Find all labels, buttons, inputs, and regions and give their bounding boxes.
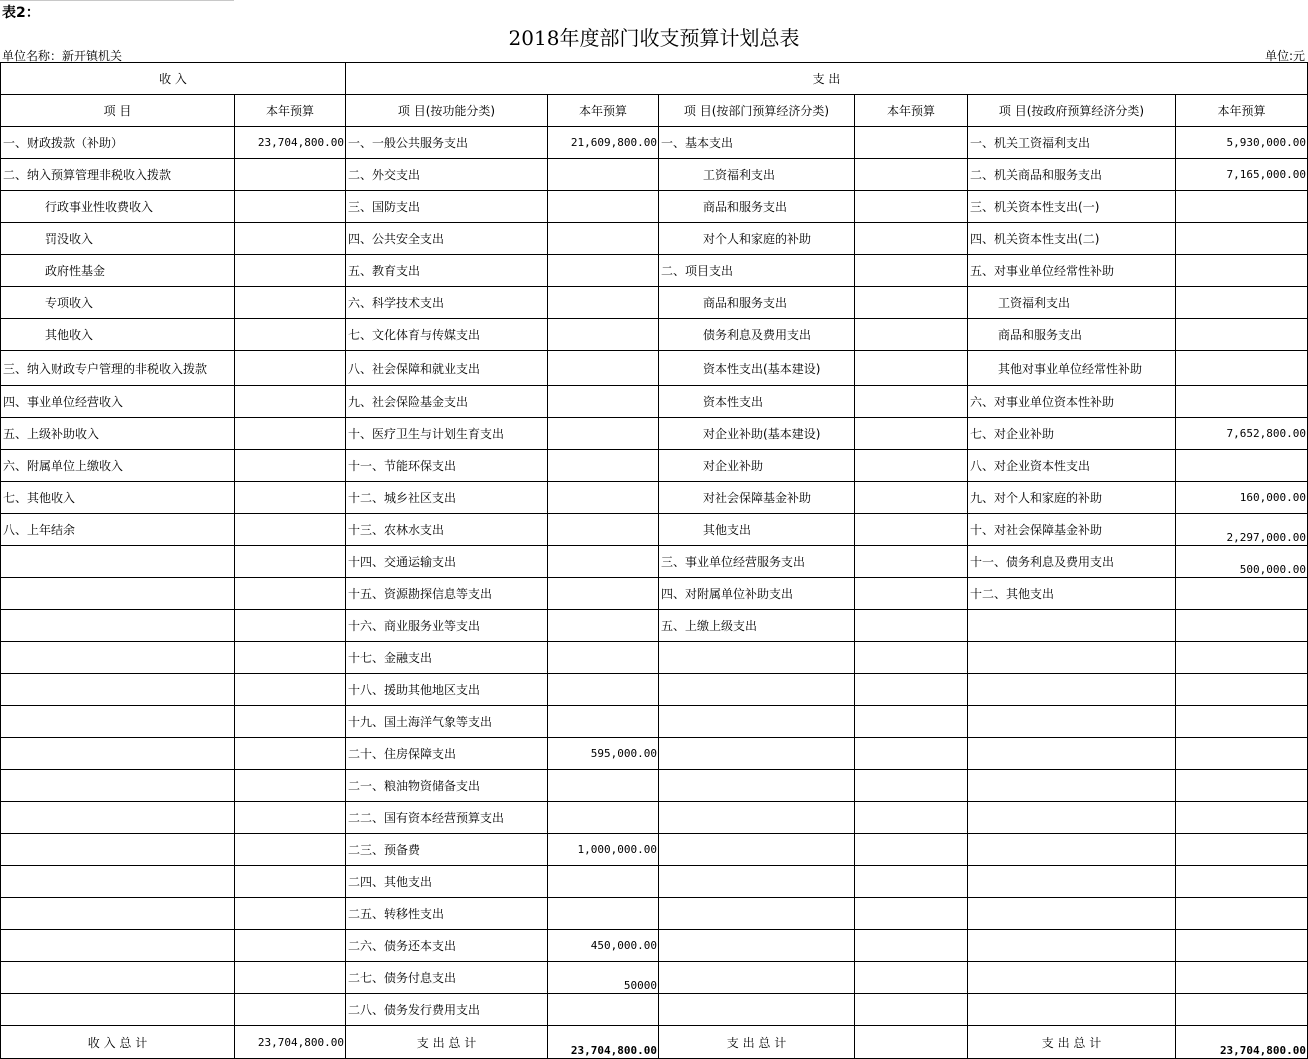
func-item: 十八、援助其他地区支出 [346, 674, 548, 706]
income-value [235, 802, 346, 834]
dept-value [855, 127, 968, 159]
income-header: 收 入 [1, 63, 346, 95]
gov-value [1176, 191, 1308, 223]
dept-item [659, 898, 855, 930]
income-value [235, 866, 346, 898]
dept-item: 一、基本支出 [659, 127, 855, 159]
gov-item: 十一、债务利息及费用支出 [968, 546, 1176, 578]
income-value [235, 319, 346, 351]
dept-item: 对企业补助(基本建设) [659, 418, 855, 450]
gov-value [1176, 738, 1308, 770]
func-item: 十五、资源勘探信息等支出 [346, 578, 548, 610]
table-row [1, 738, 1308, 770]
dept-value [855, 482, 968, 514]
func-item: 二五、转移性支出 [346, 898, 548, 930]
income-item: 政府性基金 [1, 255, 235, 287]
income-item: 四、事业单位经营收入 [1, 386, 235, 418]
gov-value [1176, 930, 1308, 962]
income-item: 七、其他收入 [1, 482, 235, 514]
func-value: 21,609,800.00 [548, 127, 659, 159]
func-item: 二二、国有资本经营预算支出 [346, 802, 548, 834]
income-value [235, 482, 346, 514]
dept-value [855, 255, 968, 287]
func-value [548, 255, 659, 287]
table-row [1, 706, 1308, 738]
dept-item: 商品和服务支出 [659, 287, 855, 319]
col-item: 项 目 [1, 95, 235, 127]
gov-value [1176, 578, 1308, 610]
dept-item [659, 834, 855, 866]
func-item: 十三、农林水支出 [346, 514, 548, 546]
func-item: 二十、住房保障支出 [346, 738, 548, 770]
income-item [1, 642, 235, 674]
gov-value: 7,165,000.00 [1176, 159, 1308, 191]
col-budget: 本年预算 [548, 95, 659, 127]
income-value [235, 578, 346, 610]
dept-value [855, 546, 968, 578]
table-row [1, 930, 1308, 962]
income-value [235, 994, 346, 1026]
gov-item: 九、对个人和家庭的补助 [968, 482, 1176, 514]
dept-value [855, 770, 968, 802]
header-row-2 [1, 95, 1308, 127]
func-value [548, 802, 659, 834]
dept-value [855, 191, 968, 223]
income-total-label: 收 入 总 计 [1, 1026, 235, 1059]
func-item: 四、公共安全支出 [346, 223, 548, 255]
income-value [235, 706, 346, 738]
func-value [548, 159, 659, 191]
gov-value: 2,297,000.00 [1176, 514, 1308, 546]
func-item: 二七、债务付息支出 [346, 962, 548, 994]
func-value [548, 770, 659, 802]
dept-value [855, 159, 968, 191]
gov-value [1176, 287, 1308, 319]
func-value [548, 994, 659, 1026]
dept-item: 资本性支出 [659, 386, 855, 418]
col-func: 项 目(按功能分类) [346, 95, 548, 127]
func-total-label: 支 出 总 计 [346, 1026, 548, 1059]
gov-item: 十二、其他支出 [968, 578, 1176, 610]
dept-value [855, 866, 968, 898]
income-value: 23,704,800.00 [235, 127, 346, 159]
col-budget: 本年预算 [1176, 95, 1308, 127]
table-row [1, 450, 1308, 482]
table-row [1, 610, 1308, 642]
func-value: 1,000,000.00 [548, 834, 659, 866]
gov-item [968, 770, 1176, 802]
dept-value [855, 706, 968, 738]
func-value [548, 450, 659, 482]
dept-value [855, 642, 968, 674]
dept-value [855, 418, 968, 450]
col-dept: 项 目(按部门预算经济分类) [659, 95, 855, 127]
dept-value [855, 351, 968, 386]
gov-item: 十、对社会保障基金补助 [968, 514, 1176, 546]
func-value [548, 706, 659, 738]
dept-total-value [855, 1026, 968, 1059]
income-item [1, 546, 235, 578]
income-value [235, 610, 346, 642]
dept-value [855, 287, 968, 319]
gov-item: 其他对事业单位经常性补助 [968, 351, 1176, 386]
dept-value [855, 578, 968, 610]
header-row-1 [1, 63, 1308, 95]
gov-value [1176, 866, 1308, 898]
func-value [548, 418, 659, 450]
table-row [1, 546, 1308, 578]
income-item [1, 770, 235, 802]
table-row [1, 418, 1308, 450]
gov-value [1176, 386, 1308, 418]
income-item [1, 866, 235, 898]
gov-item: 六、对事业单位资本性补助 [968, 386, 1176, 418]
table-row [1, 802, 1308, 834]
income-item [1, 738, 235, 770]
gov-item: 八、对企业资本性支出 [968, 450, 1176, 482]
col-gov: 项 目(按政府预算经济分类) [968, 95, 1176, 127]
income-item: 三、纳入财政专户管理的非税收入拨款 [1, 351, 235, 386]
dept-item: 商品和服务支出 [659, 191, 855, 223]
gov-item [968, 898, 1176, 930]
gov-item: 工资福利支出 [968, 287, 1176, 319]
table-row [1, 287, 1308, 319]
dept-item: 对企业补助 [659, 450, 855, 482]
func-item: 十七、金融支出 [346, 642, 548, 674]
func-item: 九、社会保险基金支出 [346, 386, 548, 418]
func-item: 二三、预备费 [346, 834, 548, 866]
income-item: 罚没收入 [1, 223, 235, 255]
budget-table [0, 62, 1308, 1059]
dept-value [855, 223, 968, 255]
gov-item: 商品和服务支出 [968, 319, 1176, 351]
table-row [1, 770, 1308, 802]
func-item: 二、外交支出 [346, 159, 548, 191]
gov-value: 500,000.00 [1176, 546, 1308, 578]
gov-value [1176, 962, 1308, 994]
func-item: 五、教育支出 [346, 255, 548, 287]
dept-value [855, 610, 968, 642]
income-value [235, 642, 346, 674]
table-row [1, 351, 1308, 386]
gov-value [1176, 319, 1308, 351]
gov-value [1176, 802, 1308, 834]
dept-item [659, 930, 855, 962]
func-item: 七、文化体育与传媒支出 [346, 319, 548, 351]
table-row [1, 191, 1308, 223]
income-item: 一、财政拨款（补助） [1, 127, 235, 159]
func-value: 50000 [548, 962, 659, 994]
gov-value: 5,930,000.00 [1176, 127, 1308, 159]
gov-item: 四、机关资本性支出(二) [968, 223, 1176, 255]
func-value [548, 642, 659, 674]
income-item: 二、纳入预算管理非税收入拨款 [1, 159, 235, 191]
func-item: 二八、债务发行费用支出 [346, 994, 548, 1026]
dept-total-label: 支 出 总 计 [659, 1026, 855, 1059]
income-item: 其他收入 [1, 319, 235, 351]
gov-item [968, 738, 1176, 770]
income-item [1, 674, 235, 706]
func-value [548, 898, 659, 930]
gov-item [968, 866, 1176, 898]
income-item [1, 962, 235, 994]
func-value [548, 578, 659, 610]
func-item: 十一、节能环保支出 [346, 450, 548, 482]
dept-item: 四、对附属单位补助支出 [659, 578, 855, 610]
dept-item [659, 642, 855, 674]
func-item: 十六、商业服务业等支出 [346, 610, 548, 642]
income-value [235, 514, 346, 546]
func-item: 十、医疗卫生与计划生育支出 [346, 418, 548, 450]
dept-item [659, 674, 855, 706]
gov-value [1176, 706, 1308, 738]
gov-value: 160,000.00 [1176, 482, 1308, 514]
table-row [1, 514, 1308, 546]
table-row [1, 866, 1308, 898]
table-row [1, 319, 1308, 351]
income-value [235, 159, 346, 191]
top-rule [0, 0, 234, 1]
func-item: 一、一般公共服务支出 [346, 127, 548, 159]
col-budget: 本年预算 [235, 95, 346, 127]
func-value [548, 319, 659, 351]
income-value [235, 418, 346, 450]
income-item [1, 930, 235, 962]
gov-item: 七、对企业补助 [968, 418, 1176, 450]
dept-item: 三、事业单位经营服务支出 [659, 546, 855, 578]
table-row [1, 834, 1308, 866]
income-value [235, 191, 346, 223]
table-row [1, 578, 1308, 610]
dept-item [659, 738, 855, 770]
func-item: 十四、交通运输支出 [346, 546, 548, 578]
income-item: 专项收入 [1, 287, 235, 319]
func-value [548, 674, 659, 706]
dept-item [659, 962, 855, 994]
dept-value [855, 319, 968, 351]
income-value [235, 770, 346, 802]
currency-unit: 单位:元 [1264, 49, 1305, 63]
gov-value [1176, 610, 1308, 642]
income-item: 行政事业性收费收入 [1, 191, 235, 223]
income-value [235, 351, 346, 386]
func-item: 二四、其他支出 [346, 866, 548, 898]
func-value [548, 514, 659, 546]
income-item [1, 802, 235, 834]
dept-item [659, 994, 855, 1026]
income-value [235, 738, 346, 770]
dept-value [855, 930, 968, 962]
income-item [1, 994, 235, 1026]
totals-row [1, 1026, 1308, 1059]
table-row [1, 386, 1308, 418]
income-value [235, 674, 346, 706]
income-item: 六、附属单位上缴收入 [1, 450, 235, 482]
gov-item: 一、机关工资福利支出 [968, 127, 1176, 159]
gov-item [968, 930, 1176, 962]
income-value [235, 962, 346, 994]
income-value [235, 386, 346, 418]
func-item: 十九、国土海洋气象等支出 [346, 706, 548, 738]
table-row [1, 674, 1308, 706]
func-value [548, 287, 659, 319]
gov-value [1176, 834, 1308, 866]
func-item: 六、科学技术支出 [346, 287, 548, 319]
gov-value [1176, 770, 1308, 802]
gov-value [1176, 351, 1308, 386]
dept-item [659, 866, 855, 898]
func-total-value: 23,704,800.00 [548, 1026, 659, 1059]
gov-value [1176, 898, 1308, 930]
gov-value [1176, 674, 1308, 706]
table-row [1, 223, 1308, 255]
func-value [548, 223, 659, 255]
income-value [235, 450, 346, 482]
gov-item [968, 962, 1176, 994]
dept-item: 二、项目支出 [659, 255, 855, 287]
dept-item: 资本性支出(基本建设) [659, 351, 855, 386]
dept-value [855, 994, 968, 1026]
gov-item [968, 994, 1176, 1026]
func-value [548, 610, 659, 642]
col-budget: 本年预算 [855, 95, 968, 127]
income-value [235, 223, 346, 255]
dept-item: 对社会保障基金补助 [659, 482, 855, 514]
income-total-value: 23,704,800.00 [235, 1026, 346, 1059]
func-value: 450,000.00 [548, 930, 659, 962]
table-row [1, 898, 1308, 930]
func-value [548, 546, 659, 578]
dept-item: 其他支出 [659, 514, 855, 546]
gov-value [1176, 450, 1308, 482]
gov-item [968, 834, 1176, 866]
table-row [1, 482, 1308, 514]
func-value: 595,000.00 [548, 738, 659, 770]
func-item: 二六、债务还本支出 [346, 930, 548, 962]
dept-value [855, 674, 968, 706]
dept-value [855, 898, 968, 930]
dept-item: 工资福利支出 [659, 159, 855, 191]
table-row [1, 255, 1308, 287]
dept-value [855, 450, 968, 482]
dept-item [659, 706, 855, 738]
func-value [548, 386, 659, 418]
gov-item [968, 802, 1176, 834]
dept-value [855, 514, 968, 546]
income-value [235, 255, 346, 287]
dept-value [855, 802, 968, 834]
dept-item [659, 770, 855, 802]
income-value [235, 834, 346, 866]
gov-total-label: 支 出 总 计 [968, 1026, 1176, 1059]
dept-item: 对个人和家庭的补助 [659, 223, 855, 255]
gov-item [968, 610, 1176, 642]
income-item: 五、上级补助收入 [1, 418, 235, 450]
dept-value [855, 962, 968, 994]
gov-value: 7,652,800.00 [1176, 418, 1308, 450]
gov-value [1176, 642, 1308, 674]
dept-item [659, 802, 855, 834]
income-item [1, 610, 235, 642]
dept-value [855, 834, 968, 866]
func-value [548, 351, 659, 386]
func-value [548, 482, 659, 514]
income-item [1, 834, 235, 866]
income-item: 八、上年结余 [1, 514, 235, 546]
income-item [1, 578, 235, 610]
dept-item: 五、上缴上级支出 [659, 610, 855, 642]
table-row [1, 994, 1308, 1026]
income-item [1, 706, 235, 738]
func-value [548, 866, 659, 898]
func-value [548, 191, 659, 223]
func-item: 三、国防支出 [346, 191, 548, 223]
table-row [1, 159, 1308, 191]
gov-item [968, 642, 1176, 674]
gov-value [1176, 223, 1308, 255]
table-row [1, 127, 1308, 159]
gov-item [968, 706, 1176, 738]
table-tag: 表2： [2, 5, 40, 21]
income-value [235, 546, 346, 578]
func-item: 二一、粮油物资储备支出 [346, 770, 548, 802]
unit-name: 单位名称：新开镇机关 [2, 49, 123, 63]
dept-value [855, 386, 968, 418]
table-row [1, 962, 1308, 994]
dept-value [855, 738, 968, 770]
page-title: 2018年度部门收支预算计划总表 [508, 26, 800, 50]
gov-item: 三、机关资本性支出(一) [968, 191, 1176, 223]
gov-item: 五、对事业单位经常性补助 [968, 255, 1176, 287]
table-row [1, 642, 1308, 674]
expense-header: 支 出 [346, 63, 1308, 95]
gov-value [1176, 994, 1308, 1026]
gov-total-value: 23,704,800.00 [1176, 1026, 1308, 1059]
gov-value [1176, 255, 1308, 287]
gov-item [968, 674, 1176, 706]
func-item: 八、社会保障和就业支出 [346, 351, 548, 386]
income-value [235, 930, 346, 962]
gov-item: 二、机关商品和服务支出 [968, 159, 1176, 191]
income-value [235, 898, 346, 930]
income-value [235, 287, 346, 319]
dept-item: 债务利息及费用支出 [659, 319, 855, 351]
income-item [1, 898, 235, 930]
func-item: 十二、城乡社区支出 [346, 482, 548, 514]
